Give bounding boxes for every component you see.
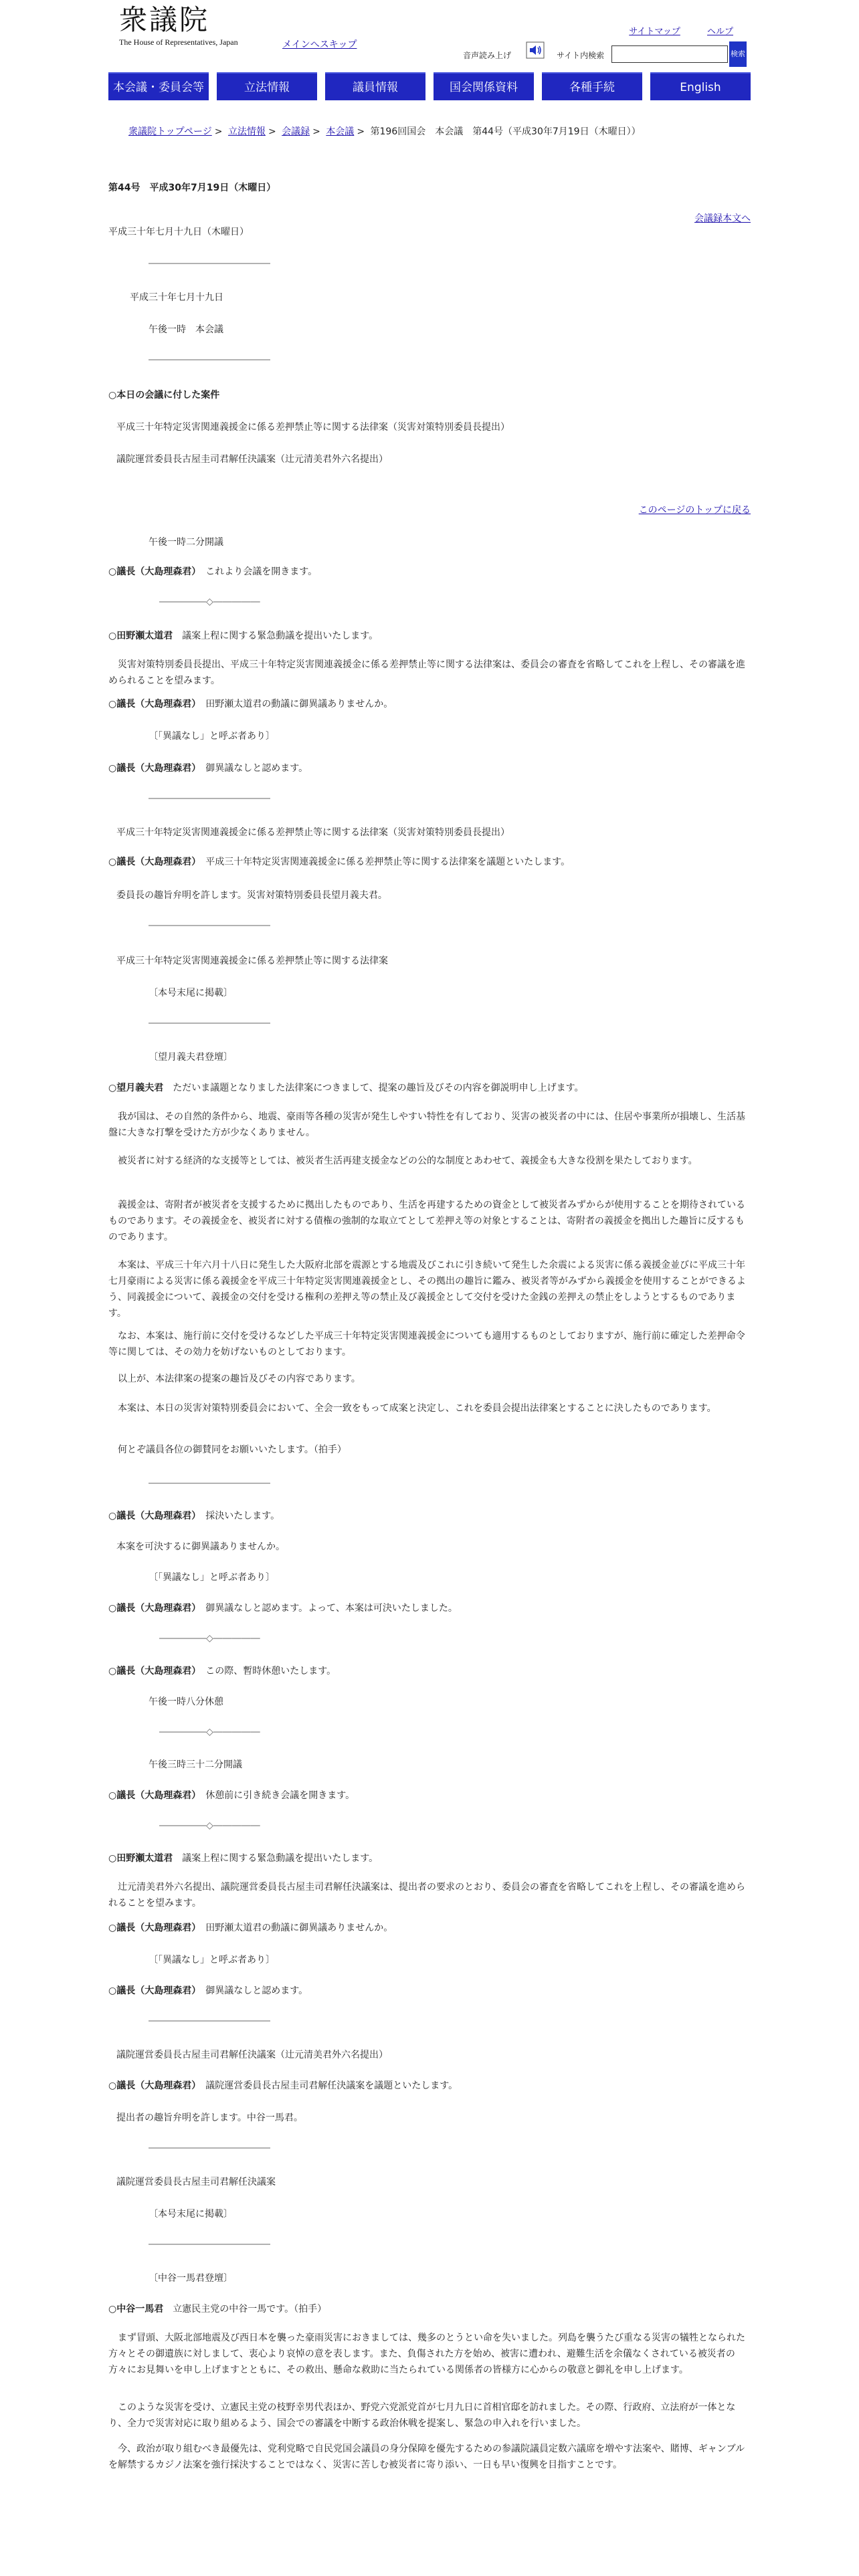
divider: ―――――◇――――― <box>159 1727 260 1737</box>
bill-title: 平成三十年特定災害関連義援金に係る差押禁止等に関する法律案 <box>116 956 388 966</box>
divider: ―――――◇――――― <box>159 1820 260 1831</box>
divider: ――――――――――――― <box>149 258 270 269</box>
stage-direction: 〔本号末尾に掲載〕 <box>149 988 233 998</box>
speech: ○議長（大島理森君） 御異議なしと認めます。よって、本案は可決いたしました。 <box>108 1603 458 1614</box>
divider: ――――――――――――― <box>149 2016 270 2026</box>
paragraph: このような災害を受け、立憲民主党の枝野幸男代表ほか、野党六党派党首が七月九日に首相官邸を訪れました。その際、行政府、立法府が一体となり、全力で災害対応に取り組めるよう、国会での審議を中断する政治休戦を提案し、緊急の申入れを行いました。 <box>108 2402 736 2429</box>
speech-continued: 委員長の趣旨弁明を許します。災害対策特別委員長望月義夫君。 <box>116 890 387 901</box>
help-link[interactable]: ヘルプ <box>706 27 733 37</box>
site-search-label: サイト内検索 <box>557 51 605 60</box>
paragraph: 何とぞ議員各位の御賛同をお願いいたします。（拍手） <box>118 1444 347 1455</box>
divider: ――――――――――――― <box>149 354 270 365</box>
speech: ○中谷一馬君 立憲民主党の中谷一馬です。（拍手） <box>108 2304 327 2315</box>
agenda-item: 議院運営委員長古屋圭司君解任決議案（辻元清美君外六名提出） <box>116 454 388 465</box>
logo-japanese: 衆議院 <box>119 3 210 36</box>
breadcrumb-top[interactable]: 衆議院トップページ <box>128 126 212 137</box>
page-title: 第44号 平成30年7月19日（木曜日） <box>108 183 276 193</box>
date-line-2: 平成三十年七月十九日 <box>130 292 223 303</box>
nav-legislation[interactable]: 立法情報 <box>217 72 317 100</box>
speech: ○議長（大島理森君） この際、暫時休憩いたします。 <box>108 1666 337 1677</box>
speech: ○議長（大島理森君） 田野瀬太道君の動議に御異議ありませんか。 <box>108 1923 393 1933</box>
paragraph: 本案は、平成三十年六月十八日に発生した大阪府北部を震源とする地震及びこれに引き続いて発生した余震による災害に係る義援金並びに平成三十年七月豪雨による災害に係る義援金を平成三十年特定災害関連義援金とし、その拠出の趣旨に鑑み、被災者等がみずから義援金を使用することができるよう、同義援金について、義援金の交付を受ける権利の差押え等の禁止及び義援金として交付を受けた金銭の差押えの禁止をしようとするものであります。 <box>108 1260 746 1319</box>
speech: ○議長（大島理森君） 議院運営委員長古屋圭司君解任決議案を議題といたします。 <box>108 2080 458 2091</box>
speech: ○議長（大島理森君） 休憩前に引き続き会議を開きます。 <box>108 1790 355 1801</box>
bill-title: 平成三十年特定災害関連義援金に係る差押禁止等に関する法律案（災害対策特別委員長提出） <box>116 827 510 838</box>
speech: ○議長（大島理森君） 採決いたします。 <box>108 1511 280 1521</box>
speaker-icon[interactable] <box>526 41 545 59</box>
nav-members[interactable]: 議員情報 <box>325 72 425 100</box>
search-button[interactable]: 検索 <box>729 41 747 67</box>
sitemap-link[interactable]: サイトマップ <box>629 27 680 37</box>
stage-direction: 〔望月義夫君登壇〕 <box>149 1052 233 1063</box>
breadcrumb-plenary[interactable]: 本会議 <box>326 126 355 137</box>
voice-readout-label[interactable]: 音声読み上げ <box>463 51 512 60</box>
breadcrumb-current: 第196回国会 本会議 第44号（平成30年7月19日（木曜日）） <box>370 126 641 137</box>
divider: ――――――――――――― <box>149 2143 270 2153</box>
paragraph: 被災者に対する経済的な支援等としては、被災者生活再建支援金などの公的な制度とあわせて、義援金も大きな役割を果たしております。 <box>118 1156 698 1166</box>
paragraph: 本案は、本日の災害対策特別委員会において、全会一致をもって成案と決定し、これを委員会提出法律案とすることに決したものであります。 <box>118 1403 717 1414</box>
divider: ――――――――――――― <box>149 920 270 931</box>
bill-title: 議院運営委員長古屋圭司君解任決議案（辻元清美君外六名提出） <box>116 2050 388 2060</box>
paragraph: 辻元清美君外六名提出、議院運営委員長古屋圭司君解任決議案は、提出者の要求のとおり、委員会の審査を省略してこれを上程し、その審議を進められることを望みます。 <box>108 1882 745 1909</box>
time-line: 午後一時二分開議 <box>149 537 223 548</box>
stage-direction: 〔本号末尾に掲載〕 <box>149 2209 233 2220</box>
skip-to-main-link[interactable]: メインへスキップ <box>282 39 357 50</box>
logo-english: The House of Representatives, Japan <box>119 37 238 47</box>
breadcrumb-legislation[interactable]: 立法情報 <box>227 126 266 137</box>
nav-committees[interactable]: 本会議・委員会等 <box>108 72 209 100</box>
speech: ○議長（大島理森君） これより会議を開きます。 <box>108 566 318 577</box>
back-to-top-link[interactable]: このページのトップに戻る <box>638 505 751 516</box>
speech: ○田野瀬太道君 議案上程に関する緊急動議を提出いたします。 <box>108 1853 379 1864</box>
stage-direction: 〔中谷一馬君登壇〕 <box>149 2273 233 2284</box>
nav-procedures[interactable]: 各種手続 <box>542 72 642 100</box>
site-header <box>108 0 751 94</box>
nav-english[interactable]: English <box>650 72 751 100</box>
bill-title: 議院運営委員長古屋圭司君解任決議案 <box>116 2177 276 2187</box>
global-nav <box>108 72 751 100</box>
divider: ――――――――――――― <box>149 793 270 804</box>
paragraph: 我が国は、その自然的条件から、地震、豪雨等各種の災害が発生しやすい特性を有しており、災害の被災者の中には、住居や事業所が損壊し、生活基盤に大きな打撃を受けた方が少なくありません。 <box>108 1111 745 1138</box>
schedule-time: 午後一時 本会議 <box>149 324 223 335</box>
speech: ○田野瀬太道君 議案上程に関する緊急動議を提出いたします。 <box>108 631 379 641</box>
stage-direction: 〔「異議なし」と呼ぶ者あり〕 <box>149 1572 275 1583</box>
speech: ○議長（大島理森君） 平成三十年特定災害関連義援金に係る差押禁止等に関する法律案を議題といたします。 <box>108 857 571 867</box>
divider: ――――――――――――― <box>149 1018 270 1029</box>
paragraph: 義援金は、寄附者が被災者を支援するために拠出したものであり、生活を再建するための資金として被災者みずからが使用することを期待されているものであります。その義援金を、被災者に対する債権の強制的な取立てとして差押え等の対象とすることは、寄附者の義援金を拠出した趣旨に反するものであります。 <box>108 1200 745 1243</box>
divider: ――――――――――――― <box>149 1478 270 1489</box>
speech-continued: 提出者の趣旨弁明を許します。中谷一馬君。 <box>116 2113 303 2123</box>
stage-direction: 〔「異議なし」と呼ぶ者あり〕 <box>149 731 275 742</box>
speech: ○議長（大島理森君） 御異議なしと認めます。 <box>108 763 308 774</box>
minutes-body-link[interactable]: 会議録本文へ <box>694 213 751 224</box>
stage-direction: 〔「異議なし」と呼ぶ者あり〕 <box>149 1955 275 1965</box>
time-line: 午後三時三十二分開議 <box>149 1759 242 1770</box>
divider: ―――――◇――――― <box>159 597 260 607</box>
paragraph: まず冒頭、大阪北部地震及び西日本を襲った豪雨災害におきましては、幾多のとうとい命を失いました。列島を襲うたび重なる災害の犠牲となられた方々とその御遺族に対しまして、衷心より哀悼の意を表します。また、負傷された方を始め、被害に遭われ、避難生活を余儀なくされている被災者の方々にお見舞いを申し上げますとともに、その救出、懸命な救助に当たられている関係者の皆様方に心からの敬意と御礼を申し上げます。 <box>108 2333 745 2375</box>
page <box>108 0 751 2470</box>
speech: ○議長（大島理森君） 御異議なしと認めます。 <box>108 1985 308 1996</box>
paragraph: 以上が、本法律案の提案の趣旨及びその内容であります。 <box>118 1374 361 1384</box>
time-line: 午後一時八分休憩 <box>149 1697 223 1707</box>
paragraph: なお、本案は、施行前に交付を受けるなどした平成三十年特定災害関連義援金についても適用するものとしておりますが、施行前に確定した差押命令等に関しては、その効力を妨げないものとしております。 <box>108 1331 745 1358</box>
site-logo[interactable] <box>119 4 266 53</box>
divider: ―――――◇――――― <box>159 1633 260 1644</box>
date-line: 平成三十年七月十九日（木曜日） <box>108 227 249 237</box>
speech: ○望月義夫君 ただいま議題となりました法律案につきまして、提案の趣旨及びその内容を御説明申し上げます。 <box>108 1083 584 1093</box>
speech-continued: 本案を可決するに御異議ありませんか。 <box>116 1541 285 1552</box>
agenda-item: 平成三十年特定災害関連義援金に係る差押禁止等に関する法律案（災害対策特別委員長提出） <box>116 422 510 433</box>
paragraph: 災害対策特別委員長提出、平成三十年特定災害関連義援金に係る差押禁止等に関する法律案は、委員会の審査を省略してこれを上程し、その審議を進められることを望みます。 <box>108 659 745 686</box>
nav-materials[interactable]: 国会関係資料 <box>434 72 534 100</box>
breadcrumb: 衆議院トップページ > 立法情報 > 会議録 > 本会議 > 第196回国会 本会議 第44号（平成30年7月19日（木曜日）） <box>128 126 641 137</box>
speech: ○議長（大島理森君） 田野瀬太道君の動議に御異議ありませんか。 <box>108 699 393 710</box>
top-links <box>605 24 733 37</box>
site-search-input[interactable] <box>611 45 728 63</box>
paragraph: 今、政治が取り組むべき最優先は、党利党略で自民党国会議員の身分保障を優先するための参議院議員定数六議席を増やす法案や、賭博、ギャンブルを解禁するカジノ法案を強行採決することではなく、災害に苦しむ被災者に寄り添い、一日も早い復興を目指すことです。 <box>108 2444 745 2470</box>
divider: ――――――――――――― <box>149 2239 270 2250</box>
agenda-title: ○本日の会議に付した案件 <box>108 390 220 401</box>
breadcrumb-minutes[interactable]: 会議録 <box>282 126 310 137</box>
